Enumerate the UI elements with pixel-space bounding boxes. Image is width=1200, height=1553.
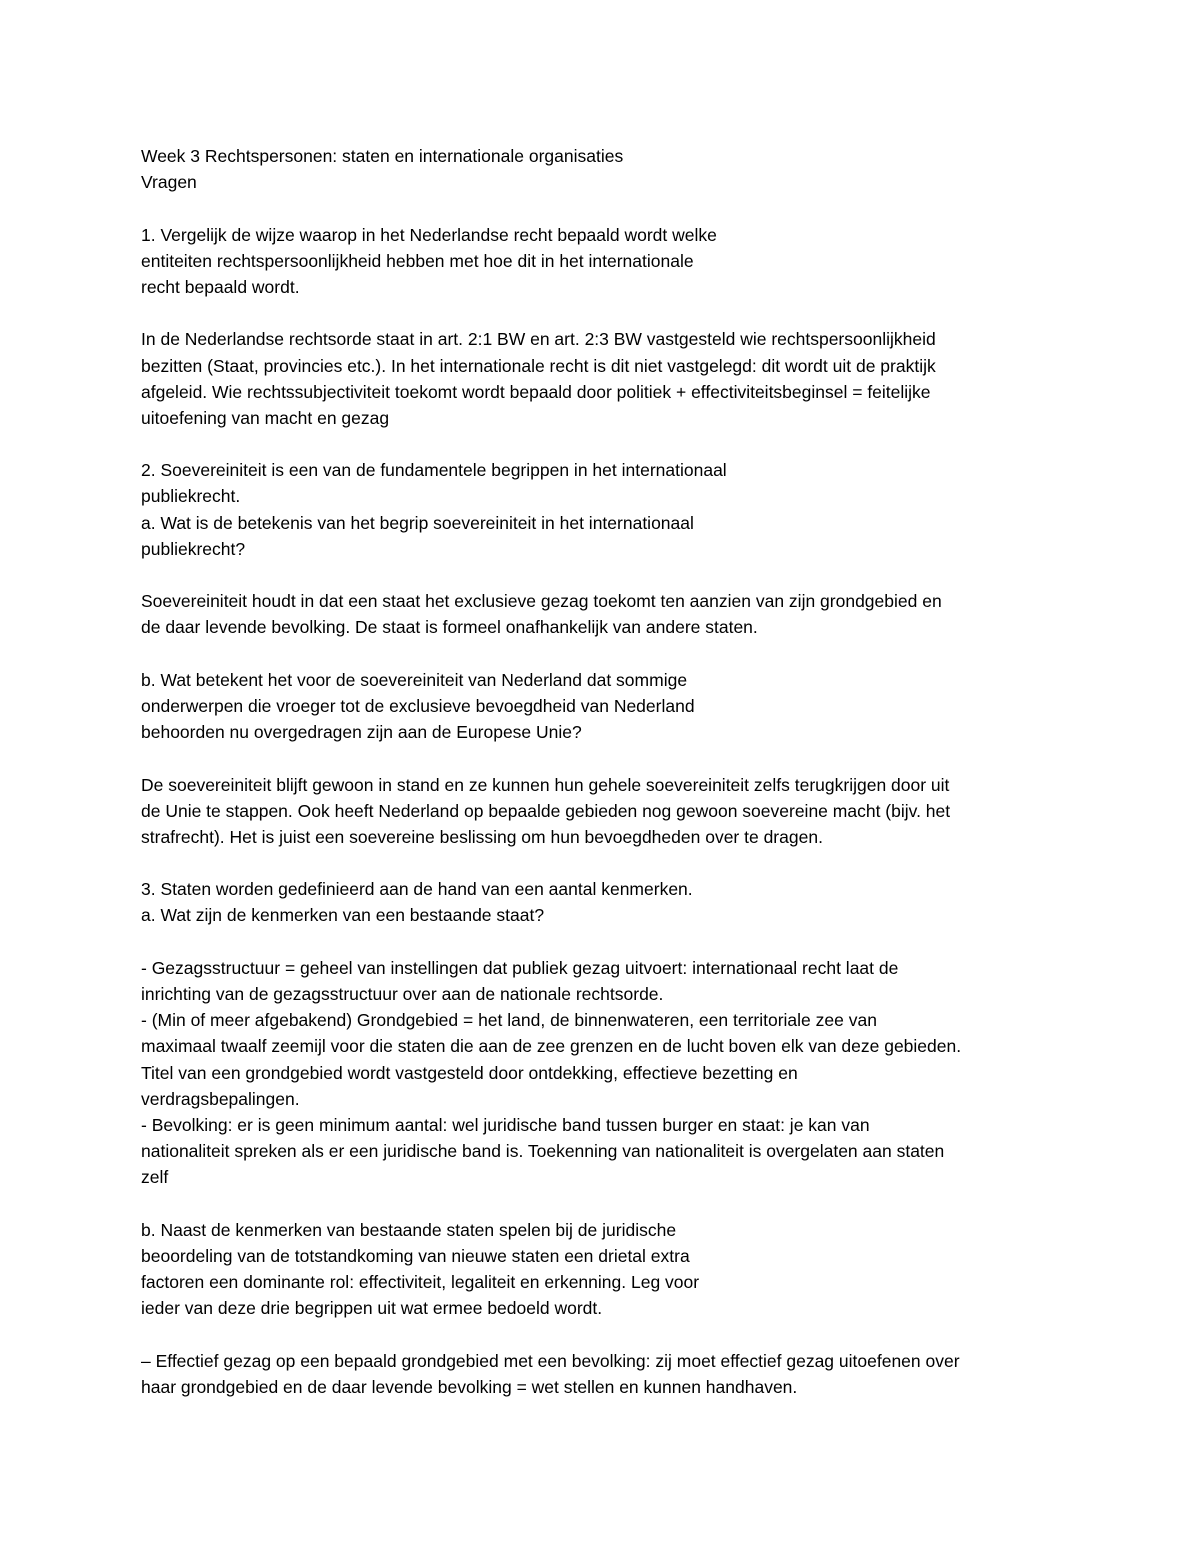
text-line: strafrecht). Het is juist een soevereine beslissing om hun bevoegdheden over te dragen. bbox=[141, 826, 823, 847]
text-line: entiteiten rechtspersoonlijkheid hebben met hoe dit in het internationale bbox=[141, 250, 694, 271]
text-line: maximaal twaalf zeemijl voor die staten die aan de zee grenzen en de lucht boven elk van deze gebieden. bbox=[141, 1036, 962, 1057]
text-line: nationaliteit spreken als er een juridische band is. Toekenning van nationaliteit is overgelaten aan staten bbox=[141, 1141, 945, 1162]
paragraph-gap bbox=[141, 562, 1071, 588]
text-line: haar grondgebied en de daar levende bevolking = wet stellen en kunnen handhaven. bbox=[141, 1376, 798, 1397]
question-3b bbox=[141, 1217, 1071, 1322]
question-2 bbox=[141, 457, 1071, 562]
text-line: inrichting van de gezagsstructuur over aan de nationale rechtsorde. bbox=[141, 984, 664, 1004]
text-line: Titel van een grondgebied wordt vastgesteld door ontdekking, effectieve bezetting en bbox=[141, 1062, 798, 1083]
text-line: publiekrecht. bbox=[141, 486, 241, 507]
text-line: zelf bbox=[141, 1167, 169, 1188]
text-line: 1. Vergelijk de wijze waarop in het Nederlandse recht bepaald wordt welke bbox=[141, 224, 717, 245]
answer-2a bbox=[141, 588, 1071, 640]
text-line: De soevereiniteit blijft gewoon in stand en ze kunnen hun gehele soevereiniteit zelfs terugkrijgen door uit bbox=[141, 774, 950, 795]
paragraph-gap bbox=[141, 929, 1071, 955]
text-line: bezitten (Staat, provincies etc.). In het internationale recht is dit niet vastgelegd: dit wordt uit de praktijk bbox=[141, 355, 936, 376]
answer-3b bbox=[141, 1348, 1071, 1400]
text-line: recht bepaald wordt. bbox=[141, 276, 300, 297]
text-line: uitoefening van macht en gezag bbox=[141, 407, 390, 428]
answer-3a bbox=[141, 955, 1071, 1191]
text-line: 2. Soevereiniteit is een van de fundamentele begrippen in het internationaal bbox=[141, 460, 727, 481]
paragraph-gap bbox=[141, 641, 1071, 667]
text-line: de Unie te stappen. Ook heeft Nederland op bepaalde gebieden nog gewoon soevereine macht (bijv. het bbox=[141, 800, 951, 821]
text-line: a. Wat zijn de kenmerken van een bestaande staat? bbox=[141, 905, 545, 926]
text-line: Soevereiniteit houdt in dat een staat het exclusieve gezag toekomt ten aanzien van zijn grondgebied en bbox=[141, 591, 942, 612]
text-line: - Bevolking: er is geen minimum aantal: wel juridische band tussen burger en staat: je kan van bbox=[141, 1114, 870, 1135]
question-3 bbox=[141, 876, 1071, 928]
text-line: b. Naast de kenmerken van bestaande staten spelen bij de juridische bbox=[141, 1219, 677, 1240]
text-line: - (Min of meer afgebakend) Grondgebied = het land, de binnenwateren, een territoriale zee van bbox=[141, 1010, 877, 1031]
paragraph-gap bbox=[141, 1191, 1071, 1217]
answer-1 bbox=[141, 326, 1071, 431]
text-line: onderwerpen die vroeger tot de exclusieve bevoegdheid van Nederland bbox=[141, 695, 695, 716]
document-subtitle: Vragen bbox=[141, 172, 197, 193]
text-line: ieder van deze drie begrippen uit wat ermee bedoeld wordt. bbox=[141, 1298, 603, 1319]
paragraph-gap bbox=[141, 850, 1071, 876]
text-line: publiekrecht? bbox=[141, 538, 246, 559]
document-title: Week 3 Rechtspersonen: staten en internationale organisaties bbox=[141, 146, 624, 166]
paragraph-gap bbox=[141, 300, 1071, 326]
text-line: b. Wat betekent het voor de soevereiniteit van Nederland dat sommige bbox=[141, 669, 688, 690]
answer-2b bbox=[141, 772, 1071, 851]
paragraph-gap bbox=[141, 195, 1071, 221]
text-line: In de Nederlandse rechtsorde staat in art. 2:1 BW en art. 2:3 BW vastgesteld wie rechtspersoonlijkheid bbox=[141, 329, 936, 350]
text-line: verdragsbepalingen. bbox=[141, 1088, 300, 1109]
document-page bbox=[141, 143, 1071, 1400]
text-line: - Gezagsstructuur = geheel van instellingen dat publiek gezag uitvoert: internationaal recht laat de bbox=[141, 957, 899, 978]
text-line: beoordeling van de totstandkoming van nieuwe staten een drietal extra bbox=[141, 1245, 690, 1266]
question-1 bbox=[141, 222, 1071, 301]
paragraph-gap bbox=[141, 745, 1071, 771]
text-line: a. Wat is de betekenis van het begrip soevereiniteit in het internationaal bbox=[141, 512, 694, 533]
text-line: afgeleid. Wie rechtssubjectiviteit toekomt wordt bepaald door politiek + effectiviteitsbeginsel = feitelijke bbox=[141, 381, 931, 402]
text-line: behoorden nu overgedragen zijn aan de Europese Unie? bbox=[141, 722, 582, 743]
paragraph-gap bbox=[141, 1321, 1071, 1347]
text-line: – Effectief gezag op een bepaald grondgebied met een bevolking: zij moet effectief gezag uitoefenen over bbox=[141, 1350, 960, 1371]
text-line: 3. Staten worden gedefinieerd aan de hand van een aantal kenmerken. bbox=[141, 879, 693, 900]
text-line: factoren een dominante rol: effectiviteit, legaliteit en erkenning. Leg voor bbox=[141, 1272, 700, 1293]
text-line: de daar levende bevolking. De staat is formeel onafhankelijk van andere staten. bbox=[141, 617, 758, 638]
question-2b bbox=[141, 667, 1071, 746]
paragraph-gap bbox=[141, 431, 1071, 457]
